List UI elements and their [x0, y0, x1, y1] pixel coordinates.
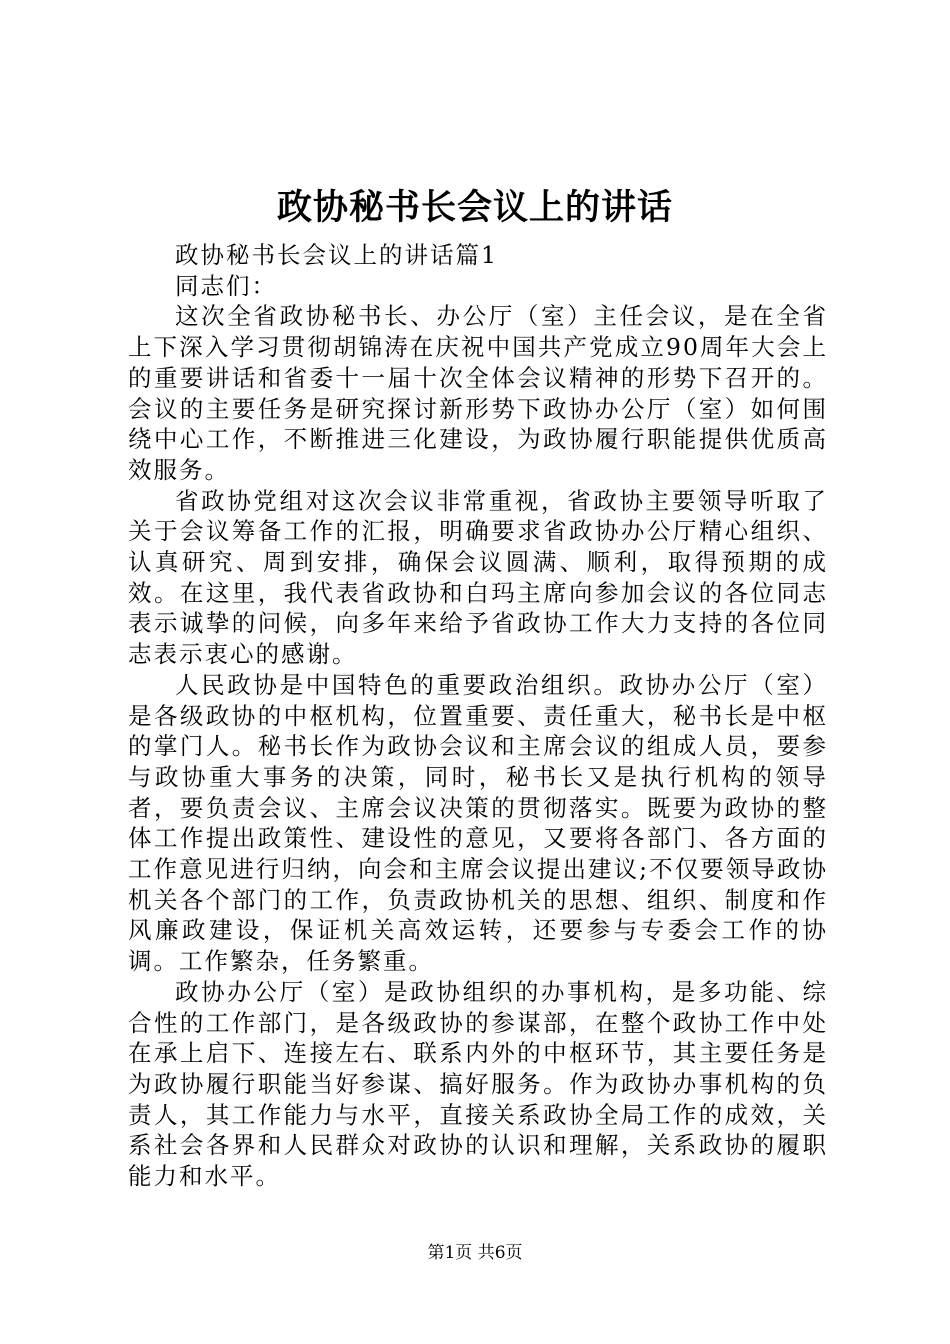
body-paragraph-3: 人民政协是中国特色的重要政治组织。政协办公厅（室）是各级政协的中枢机构，位置重要、责任重大，秘书长是中枢的掌门人。秘书长作为政协会议和主席会议的组成人员，要参与政协重大事务的决策，同时，秘书长又是执行机构的领导者，要负责会议、主席会议决策的贯彻落实。既要为政协的整体工作提出政策性、建设性的意见，又要将各部门、各方面的工作意见进行归纳，向会和主席会议提出建议;不仅要领导政协机关各个部门的工作，负责政协机关的思想、组织、制度和作风廉政建设，保证机关高效运转，还要参与专委会工作的协调。工作繁杂，任务繁重。: [128, 670, 828, 976]
page-footer: 第1页 共6页: [427, 1243, 523, 1263]
document-title: 政协秘书长会议上的讲话: [276, 187, 673, 228]
document-body: [128, 240, 828, 1192]
body-paragraph-2: 省政协党组对这次会议非常重视，省政协主要领导听取了关于会议筹备工作的汇报，明确要求省政协办公厅精心组织、认真研究、周到安排，确保会议圆满、顺利，取得预期的成效。在这里，我代表省政协和白玛主席向参加会议的各位同志表示诚挚的问候，向多年来给予省政协工作大力支持的各位同志表示衷心的感谢。: [128, 486, 828, 669]
body-paragraph-4: 政协办公厅（室）是政协组织的办事机构，是多功能、综合性的工作部门，是各级政协的参谋部，在整个政协工作中处在承上启下、连接左右、联系内外的中枢环节，其主要任务是为政协履行职能当好参谋、搞好服务。作为政协办事机构的负责人，其工作能力与水平，直接关系政协全局工作的成效，关系社会各界和人民群众对政协的认识和理解，关系政协的履职能力和水平。: [128, 977, 828, 1191]
subtitle: 政协秘书长会议上的讲话篇1: [175, 241, 498, 269]
body-paragraph-1: 这次全省政协秘书长、办公厅（室）主任会议，是在全省上下深入学习贯彻胡锦涛在庆祝中国共产党成立90周年大会上的重要讲话和省委十一届十次全体会议精神的形势下召开的。会议的主要任务是研究探讨新形势下政协办公厅（室）如何围绕中心工作，不断推进三化建设，为政协履行职能提供优质高效服务。: [128, 302, 828, 484]
salutation: 同志们：: [175, 271, 277, 300]
